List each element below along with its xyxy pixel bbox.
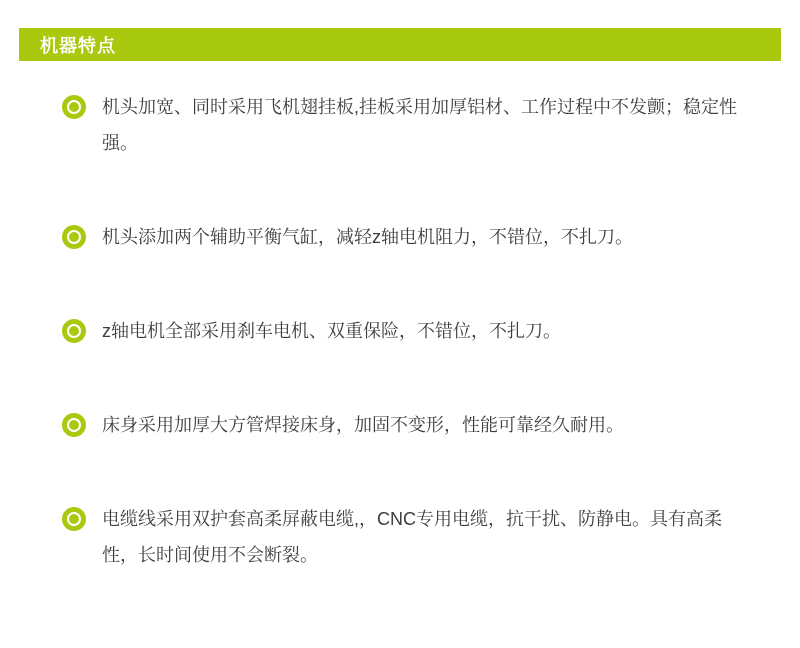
list-item [62,313,760,349]
list-item [62,89,760,161]
feature-text: 床身采用加厚大方管焊接床身，加固不变形，性能可靠经久耐用。 [102,415,624,435]
bullseye-icon [62,507,86,531]
bullseye-icon [62,319,86,343]
list-item [62,407,760,443]
bullseye-icon [62,225,86,249]
feature-list [0,89,800,573]
feature-text: z轴电机全部采用刹车电机、双重保险，不错位，不扎刀。 [102,321,561,341]
page-title: 机器特点 [40,35,116,56]
list-item [62,501,760,573]
bullseye-icon [62,413,86,437]
feature-text: 电缆线采用双护套高柔屏蔽电缆,，CNC专用电缆，抗干扰、防静电。具有高柔性，长时间使用不会断裂。 [102,509,722,565]
section-header-bar [19,28,781,61]
feature-text: 机头添加两个辅助平衡气缸，减轻z轴电机阻力，不错位，不扎刀。 [102,227,633,247]
bullseye-icon [62,95,86,119]
list-item [62,219,760,255]
feature-text: 机头加宽、同时采用飞机翅挂板,挂板采用加厚铝材、工作过程中不发颤；稳定性强。 [102,97,737,153]
